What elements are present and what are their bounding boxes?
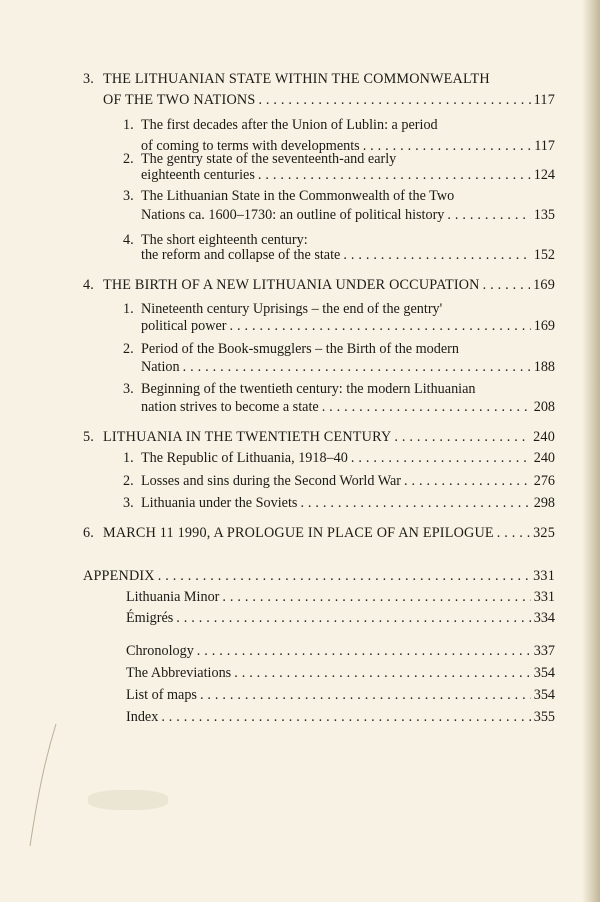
section-5-1-title: The Republic of Lithuania, 1918–40 bbox=[141, 450, 348, 466]
section-3-4-title-line2: the reform and collapse of the state bbox=[141, 247, 341, 263]
appendix-item-label: Index bbox=[126, 709, 159, 725]
chapter-3-title-line1: THE LITHUANIAN STATE WITHIN THE COMMONWEALTH bbox=[103, 71, 490, 87]
chapter-4-entry[interactable] bbox=[103, 274, 555, 296]
section-4-3-title-line1: Beginning of the twentieth century: the modern Lithuanian bbox=[141, 381, 476, 397]
section-4-2-number: 2. bbox=[123, 341, 134, 357]
section-3-2-number: 2. bbox=[123, 151, 134, 167]
page-number: 355 bbox=[533, 709, 555, 725]
page-number: 354 bbox=[533, 665, 555, 681]
page-number: 208 bbox=[533, 399, 555, 415]
section-3-1-title-line1: The first decades after the Union of Lublin: a period bbox=[141, 117, 438, 133]
dot-leader bbox=[197, 640, 531, 662]
chapter-5-title: LITHUANIA IN THE TWENTIETH CENTURY bbox=[103, 429, 392, 445]
section-5-2-number: 2. bbox=[123, 473, 134, 489]
dot-leader bbox=[176, 607, 530, 629]
page-number: 169 bbox=[533, 277, 555, 293]
paper-smudge bbox=[88, 790, 168, 810]
page-edge bbox=[582, 0, 600, 902]
dot-leader bbox=[483, 274, 530, 296]
dot-leader bbox=[234, 662, 531, 684]
chapter-4-title: THE BIRTH OF A NEW LITHUANIA UNDER OCCUPATION bbox=[103, 277, 480, 293]
section-5-3-number: 3. bbox=[123, 495, 134, 511]
section-3-2-title-line1: The gentry state of the seventeenth-and early bbox=[141, 151, 397, 167]
dot-leader bbox=[404, 470, 531, 492]
chapter-6-title: MARCH 11 1990, A PROLOGUE IN PLACE OF AN EPILOGUE bbox=[103, 525, 494, 541]
appendix-item-list-of-maps[interactable] bbox=[126, 684, 555, 706]
appendix-item-label: Chronology bbox=[126, 643, 194, 659]
section-4-3-title-line2: nation strives to become a state bbox=[141, 399, 319, 415]
section-5-2-title: Losses and sins during the Second World War bbox=[141, 473, 402, 489]
page-number: 117 bbox=[533, 92, 555, 108]
section-5-2-entry[interactable] bbox=[141, 470, 555, 492]
appendix-item-emigres[interactable] bbox=[126, 607, 555, 629]
appendix-item-index[interactable] bbox=[126, 706, 555, 728]
section-4-2-entry[interactable] bbox=[141, 356, 555, 378]
pencil-mark bbox=[22, 720, 62, 850]
section-4-1-title-line2: political power bbox=[141, 318, 227, 334]
page-number: 152 bbox=[533, 247, 555, 263]
section-3-3-title-line2: Nations ca. 1600–1730: an outline of political history bbox=[141, 207, 445, 223]
section-4-1-entry[interactable] bbox=[141, 315, 555, 337]
section-4-2-title-line1: Period of the Book-smugglers – the Birth of the modern bbox=[141, 341, 459, 357]
appendix-item-abbreviations[interactable] bbox=[126, 662, 555, 684]
section-3-4-number: 4. bbox=[123, 232, 134, 248]
dot-leader bbox=[258, 164, 531, 186]
appendix-item-label: The Abbreviations bbox=[126, 665, 232, 681]
dot-leader bbox=[351, 447, 531, 469]
section-4-1-title-line1: Nineteenth century Uprisings – the end of the gentry' bbox=[141, 301, 443, 317]
section-3-2-entry[interactable] bbox=[141, 164, 555, 186]
section-3-3-number: 3. bbox=[123, 188, 134, 204]
section-3-3-title-line1: The Lithuanian State in the Commonwealth of the Two bbox=[141, 188, 455, 204]
dot-leader bbox=[230, 315, 531, 337]
page-number: 135 bbox=[533, 207, 555, 223]
dot-leader bbox=[394, 426, 530, 448]
section-4-2-title-line2: Nation bbox=[141, 359, 180, 375]
page-number: 117 bbox=[534, 138, 555, 154]
section-5-1-entry[interactable] bbox=[141, 447, 555, 469]
section-4-1-number: 1. bbox=[123, 301, 134, 317]
dot-leader bbox=[447, 204, 530, 226]
page-number: 124 bbox=[533, 167, 555, 183]
appendix-item-lithuania-minor[interactable] bbox=[126, 586, 555, 608]
chapter-4-number: 4. bbox=[83, 277, 95, 293]
page-number: 276 bbox=[533, 473, 555, 489]
page-number: 337 bbox=[533, 643, 555, 659]
section-5-3-entry[interactable] bbox=[141, 492, 555, 514]
dot-leader bbox=[322, 396, 531, 418]
page-number: 325 bbox=[533, 525, 555, 541]
page-number: 240 bbox=[533, 450, 555, 466]
chapter-3-entry[interactable] bbox=[103, 89, 555, 111]
dot-leader bbox=[161, 706, 530, 728]
page-number: 240 bbox=[533, 429, 555, 445]
dot-leader bbox=[497, 522, 530, 544]
dot-leader bbox=[343, 244, 530, 266]
section-3-1-number: 1. bbox=[123, 117, 134, 133]
dot-leader bbox=[158, 565, 530, 587]
page-number: 188 bbox=[533, 359, 555, 375]
appendix-entry[interactable] bbox=[83, 565, 555, 587]
section-3-1-title-line2: of coming to terms with developments bbox=[141, 138, 360, 154]
section-5-3-title: Lithuania under the Soviets bbox=[141, 495, 298, 511]
page-number: 331 bbox=[533, 589, 555, 605]
page-number: 334 bbox=[533, 610, 555, 626]
page-number: 298 bbox=[533, 495, 555, 511]
section-3-3-entry[interactable] bbox=[141, 204, 555, 226]
page-number: 169 bbox=[533, 318, 555, 334]
section-4-3-number: 3. bbox=[123, 381, 134, 397]
appendix-label: APPENDIX bbox=[83, 568, 155, 584]
page-number: 331 bbox=[533, 568, 555, 584]
appendix-item-label: List of maps bbox=[126, 687, 197, 703]
dot-leader bbox=[258, 89, 530, 111]
section-4-3-entry[interactable] bbox=[141, 396, 555, 418]
dot-leader bbox=[200, 684, 531, 706]
chapter-3-number: 3. bbox=[83, 71, 95, 87]
chapter-5-number: 5. bbox=[83, 429, 95, 445]
dot-leader bbox=[222, 586, 530, 608]
section-3-4-entry[interactable] bbox=[141, 244, 555, 266]
section-3-2-title-line2: eighteenth centuries bbox=[141, 167, 255, 183]
appendix-item-label: Lithuania Minor bbox=[126, 589, 220, 605]
appendix-item-chronology[interactable] bbox=[126, 640, 555, 662]
dot-leader bbox=[300, 492, 530, 514]
chapter-3-title-line2: OF THE TWO NATIONS bbox=[103, 92, 256, 108]
section-3-4-title-line1: The short eighteenth century: bbox=[141, 232, 308, 248]
chapter-6-number: 6. bbox=[83, 525, 95, 541]
dot-leader bbox=[183, 356, 531, 378]
section-5-1-number: 1. bbox=[123, 450, 134, 466]
chapter-5-entry[interactable] bbox=[103, 426, 555, 448]
chapter-6-entry[interactable] bbox=[103, 522, 555, 544]
page-number: 354 bbox=[533, 687, 555, 703]
appendix-item-label: Émigrés bbox=[126, 610, 174, 626]
